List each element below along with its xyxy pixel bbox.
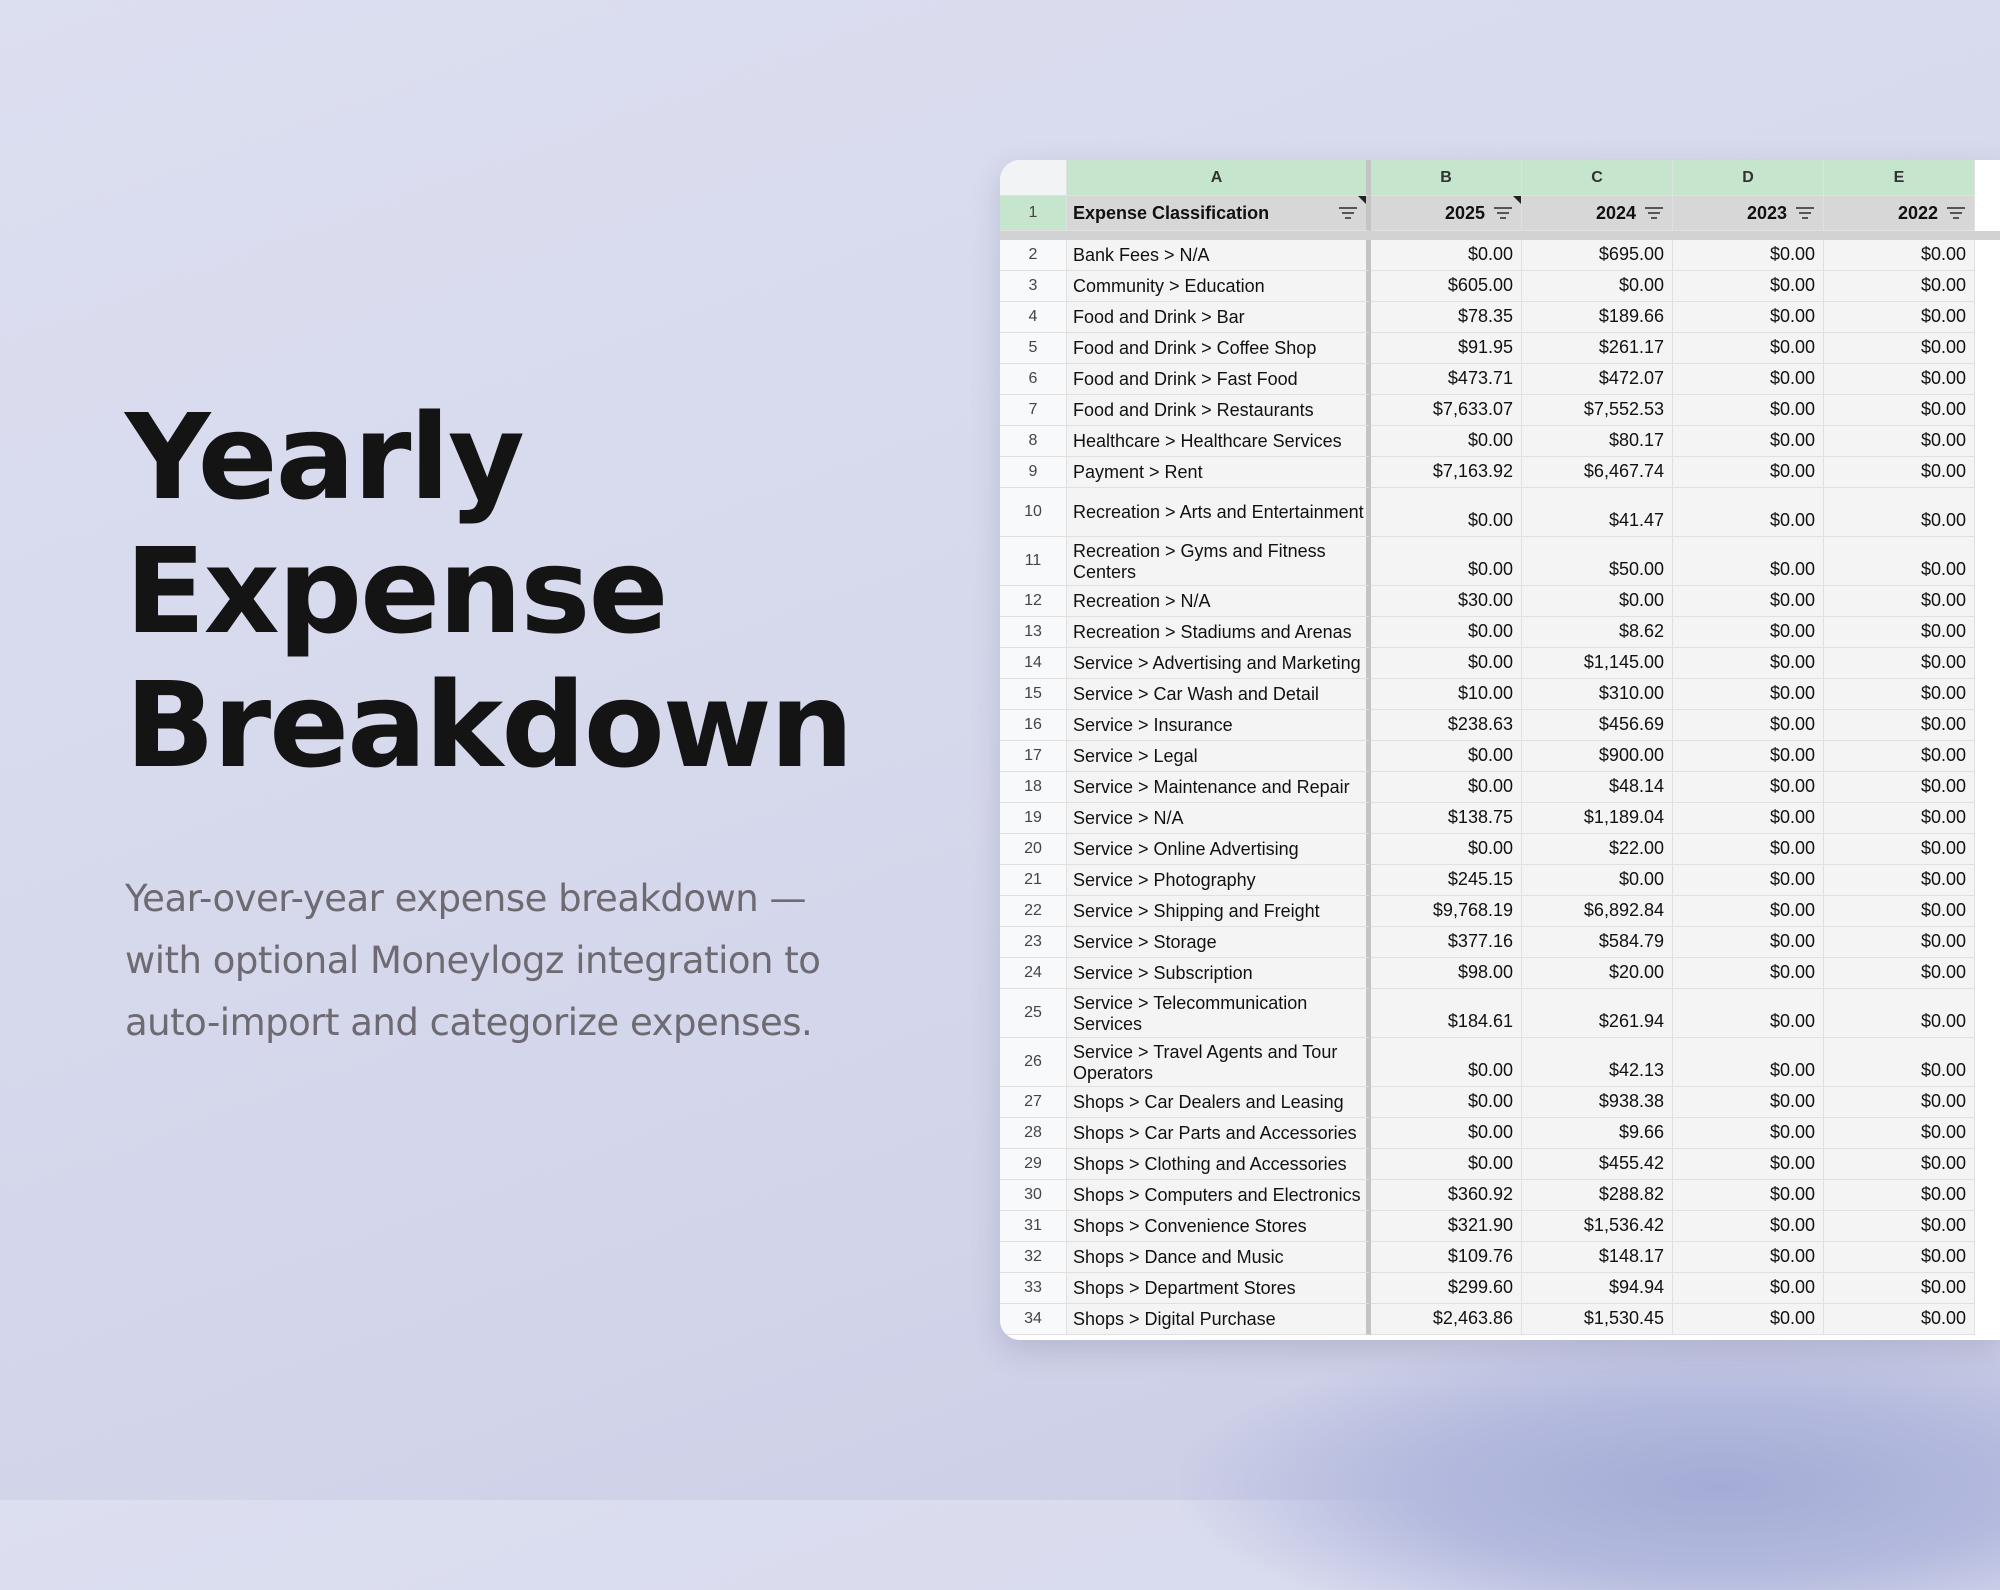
amount-cell[interactable]: $80.17	[1522, 426, 1673, 457]
amount-cell[interactable]: $0.00	[1673, 1180, 1824, 1211]
amount-cell[interactable]: $0.00	[1673, 395, 1824, 426]
table-row	[1000, 648, 2000, 679]
hero-section	[125, 390, 925, 1054]
amount-cell[interactable]: $472.07	[1522, 364, 1673, 395]
amount-cell[interactable]: $360.92	[1371, 1180, 1522, 1211]
table-row	[1000, 617, 2000, 648]
classification-cell[interactable]: Service > N/A	[1067, 803, 1371, 834]
amount-cell[interactable]: $0.00	[1371, 1038, 1522, 1087]
frozen-row-divider[interactable]	[1000, 231, 2000, 240]
classification-cell[interactable]: Service > Insurance	[1067, 710, 1371, 741]
amount-cell[interactable]: $938.38	[1522, 1087, 1673, 1118]
amount-cell[interactable]: $0.00	[1824, 1211, 1975, 1242]
classification-cell[interactable]: Service > Online Advertising	[1067, 834, 1371, 865]
row-number[interactable]: 22	[1000, 896, 1067, 927]
table-row	[1000, 865, 2000, 896]
amount-cell[interactable]: $0.00	[1673, 772, 1824, 803]
amount-cell[interactable]: $0.00	[1824, 1087, 1975, 1118]
header-cell-year[interactable]	[1673, 196, 1824, 231]
header-label: 2022	[1897, 202, 1938, 223]
amount-cell[interactable]: $0.00	[1673, 1038, 1824, 1087]
row-number[interactable]: 31	[1000, 1211, 1067, 1242]
amount-cell[interactable]: $148.17	[1522, 1242, 1673, 1273]
amount-cell[interactable]: $0.00	[1824, 834, 1975, 865]
amount-cell[interactable]: $695.00	[1522, 240, 1673, 271]
classification-cell[interactable]: Community > Education	[1067, 271, 1371, 302]
amount-cell[interactable]: $0.00	[1824, 896, 1975, 927]
header-cell-year[interactable]	[1824, 196, 1975, 231]
amount-cell[interactable]: $0.00	[1824, 1304, 1975, 1335]
filter-icon[interactable]	[1493, 206, 1513, 220]
amount-cell[interactable]: $0.00	[1824, 395, 1975, 426]
amount-cell[interactable]: $0.00	[1522, 865, 1673, 896]
amount-cell[interactable]: $9,768.19	[1371, 896, 1522, 927]
row-number[interactable]: 5	[1000, 333, 1067, 364]
amount-cell[interactable]: $30.00	[1371, 586, 1522, 617]
amount-cell[interactable]: $2,463.86	[1371, 1304, 1522, 1335]
classification-cell[interactable]: Shops > Car Parts and Accessories	[1067, 1118, 1371, 1149]
amount-cell[interactable]: $48.14	[1522, 772, 1673, 803]
classification-cell[interactable]: Shops > Digital Purchase	[1067, 1304, 1371, 1335]
amount-cell[interactable]: $1,189.04	[1522, 803, 1673, 834]
row-number[interactable]: 23	[1000, 927, 1067, 958]
amount-cell[interactable]: $138.75	[1371, 803, 1522, 834]
classification-cell[interactable]: Service > Subscription	[1067, 958, 1371, 989]
table-row	[1000, 710, 2000, 741]
classification-cell[interactable]: Recreation > N/A	[1067, 586, 1371, 617]
amount-cell[interactable]: $0.00	[1371, 648, 1522, 679]
table-row	[1000, 240, 2000, 271]
table-row	[1000, 834, 2000, 865]
amount-cell[interactable]: $0.00	[1824, 617, 1975, 648]
amount-cell[interactable]: $42.13	[1522, 1038, 1673, 1087]
column-header-b[interactable]: B	[1371, 160, 1522, 196]
amount-cell[interactable]: $8.62	[1522, 617, 1673, 648]
classification-cell[interactable]: Service > Travel Agents and Tour Operators	[1067, 1038, 1371, 1087]
classification-cell[interactable]: Service > Legal	[1067, 741, 1371, 772]
classification-cell[interactable]: Service > Shipping and Freight	[1067, 896, 1371, 927]
amount-cell[interactable]: $9.66	[1522, 1118, 1673, 1149]
amount-cell[interactable]: $0.00	[1673, 333, 1824, 364]
amount-cell[interactable]: $184.61	[1371, 989, 1522, 1038]
amount-cell[interactable]: $0.00	[1824, 1180, 1975, 1211]
amount-cell[interactable]: $584.79	[1522, 927, 1673, 958]
amount-cell[interactable]: $0.00	[1371, 537, 1522, 586]
amount-cell[interactable]: $0.00	[1824, 1038, 1975, 1087]
classification-cell[interactable]: Shops > Car Dealers and Leasing	[1067, 1087, 1371, 1118]
row-number[interactable]: 28	[1000, 1118, 1067, 1149]
filter-icon[interactable]	[1795, 206, 1815, 220]
amount-cell[interactable]: $377.16	[1371, 927, 1522, 958]
row-number[interactable]: 25	[1000, 989, 1067, 1038]
classification-cell[interactable]: Food and Drink > Restaurants	[1067, 395, 1371, 426]
classification-cell[interactable]: Recreation > Arts and Entertainment	[1067, 488, 1371, 537]
table-row	[1000, 537, 2000, 586]
amount-cell[interactable]: $20.00	[1522, 958, 1673, 989]
amount-cell[interactable]: $91.95	[1371, 333, 1522, 364]
amount-cell[interactable]: $0.00	[1824, 426, 1975, 457]
filter-icon[interactable]	[1644, 206, 1664, 220]
row-number[interactable]: 29	[1000, 1149, 1067, 1180]
title-line: Expense	[125, 522, 667, 660]
classification-cell[interactable]: Service > Car Wash and Detail	[1067, 679, 1371, 710]
table-row	[1000, 302, 2000, 333]
amount-cell[interactable]: $0.00	[1824, 679, 1975, 710]
amount-cell[interactable]: $0.00	[1371, 240, 1522, 271]
amount-cell[interactable]: $0.00	[1824, 364, 1975, 395]
row-number[interactable]: 7	[1000, 395, 1067, 426]
row-number[interactable]: 2	[1000, 240, 1067, 271]
column-header-d[interactable]: D	[1673, 160, 1824, 196]
amount-cell[interactable]: $0.00	[1673, 834, 1824, 865]
amount-cell[interactable]: $109.76	[1371, 1242, 1522, 1273]
amount-cell[interactable]: $50.00	[1522, 537, 1673, 586]
amount-cell[interactable]: $0.00	[1522, 271, 1673, 302]
amount-cell[interactable]: $0.00	[1824, 333, 1975, 364]
row-number[interactable]: 21	[1000, 865, 1067, 896]
row-number[interactable]: 11	[1000, 537, 1067, 586]
classification-cell[interactable]: Service > Telecommunication Services	[1067, 989, 1371, 1038]
table-row	[1000, 1087, 2000, 1118]
header-label: 2025	[1444, 202, 1485, 223]
classification-cell[interactable]: Shops > Clothing and Accessories	[1067, 1149, 1371, 1180]
amount-cell[interactable]: $0.00	[1673, 1118, 1824, 1149]
column-header-e[interactable]: E	[1824, 160, 1975, 196]
table-row	[1000, 1038, 2000, 1087]
table-row	[1000, 586, 2000, 617]
classification-cell[interactable]: Bank Fees > N/A	[1067, 240, 1371, 271]
table-row	[1000, 896, 2000, 927]
row-number[interactable]: 34	[1000, 1304, 1067, 1335]
row-number[interactable]: 30	[1000, 1180, 1067, 1211]
row-number[interactable]: 3	[1000, 271, 1067, 302]
row-number[interactable]: 8	[1000, 426, 1067, 457]
amount-cell[interactable]: $0.00	[1371, 1118, 1522, 1149]
row-number[interactable]: 20	[1000, 834, 1067, 865]
row-number[interactable]: 1	[1000, 196, 1067, 231]
row-number[interactable]: 10	[1000, 488, 1067, 537]
amount-cell[interactable]: $299.60	[1371, 1273, 1522, 1304]
filter-icon[interactable]	[1338, 206, 1358, 220]
row-number[interactable]: 18	[1000, 772, 1067, 803]
amount-cell[interactable]: $0.00	[1673, 488, 1824, 537]
amount-cell[interactable]: $1,145.00	[1522, 648, 1673, 679]
header-row	[1000, 196, 2000, 231]
amount-cell[interactable]: $0.00	[1673, 1149, 1824, 1180]
table-row	[1000, 1149, 2000, 1180]
classification-cell[interactable]: Payment > Rent	[1067, 457, 1371, 488]
amount-cell[interactable]: $1,536.42	[1522, 1211, 1673, 1242]
classification-cell[interactable]: Shops > Convenience Stores	[1067, 1211, 1371, 1242]
amount-cell[interactable]: $0.00	[1673, 1242, 1824, 1273]
amount-cell[interactable]: $0.00	[1673, 271, 1824, 302]
amount-cell[interactable]: $0.00	[1673, 648, 1824, 679]
table-row	[1000, 927, 2000, 958]
amount-cell[interactable]: $0.00	[1371, 1149, 1522, 1180]
amount-cell[interactable]: $0.00	[1371, 834, 1522, 865]
row-number[interactable]: 12	[1000, 586, 1067, 617]
table-row	[1000, 958, 2000, 989]
amount-cell[interactable]: $7,633.07	[1371, 395, 1522, 426]
table-row	[1000, 741, 2000, 772]
amount-cell[interactable]: $473.71	[1371, 364, 1522, 395]
amount-cell[interactable]: $0.00	[1673, 1273, 1824, 1304]
amount-cell[interactable]: $261.17	[1522, 333, 1673, 364]
amount-cell[interactable]: $0.00	[1673, 537, 1824, 586]
amount-cell[interactable]: $0.00	[1673, 586, 1824, 617]
filter-icon[interactable]	[1946, 206, 1966, 220]
table-row	[1000, 1180, 2000, 1211]
classification-cell[interactable]: Food and Drink > Fast Food	[1067, 364, 1371, 395]
table-row	[1000, 457, 2000, 488]
amount-cell[interactable]: $310.00	[1522, 679, 1673, 710]
amount-cell[interactable]: $456.69	[1522, 710, 1673, 741]
amount-cell[interactable]: $0.00	[1673, 710, 1824, 741]
classification-cell[interactable]: Shops > Department Stores	[1067, 1273, 1371, 1304]
amount-cell[interactable]: $0.00	[1673, 679, 1824, 710]
classification-cell[interactable]: Service > Photography	[1067, 865, 1371, 896]
amount-cell[interactable]: $0.00	[1824, 927, 1975, 958]
amount-cell[interactable]: $0.00	[1824, 240, 1975, 271]
row-number[interactable]: 13	[1000, 617, 1067, 648]
amount-cell[interactable]: $0.00	[1824, 302, 1975, 333]
amount-cell[interactable]: $98.00	[1371, 958, 1522, 989]
table-row	[1000, 488, 2000, 537]
amount-cell[interactable]: $0.00	[1824, 989, 1975, 1038]
row-number[interactable]: 19	[1000, 803, 1067, 834]
column-header-row	[1000, 160, 2000, 196]
amount-cell[interactable]: $189.66	[1522, 302, 1673, 333]
header-label: Expense Classification	[1073, 202, 1270, 223]
classification-cell[interactable]: Healthcare > Healthcare Services	[1067, 426, 1371, 457]
classification-cell[interactable]: Recreation > Gyms and Fitness Centers	[1067, 537, 1371, 586]
amount-cell[interactable]: $0.00	[1824, 1242, 1975, 1273]
row-number[interactable]: 27	[1000, 1087, 1067, 1118]
amount-cell[interactable]: $0.00	[1824, 803, 1975, 834]
amount-cell[interactable]: $245.15	[1371, 865, 1522, 896]
classification-cell[interactable]: Service > Storage	[1067, 927, 1371, 958]
row-number[interactable]: 24	[1000, 958, 1067, 989]
table-row	[1000, 772, 2000, 803]
amount-cell[interactable]: $6,467.74	[1522, 457, 1673, 488]
amount-cell[interactable]: $0.00	[1824, 1149, 1975, 1180]
classification-cell[interactable]: Recreation > Stadiums and Arenas	[1067, 617, 1371, 648]
table-row	[1000, 803, 2000, 834]
classification-cell[interactable]: Service > Maintenance and Repair	[1067, 772, 1371, 803]
amount-cell[interactable]: $261.94	[1522, 989, 1673, 1038]
header-cell-classification[interactable]	[1067, 196, 1371, 231]
amount-cell[interactable]: $0.00	[1371, 741, 1522, 772]
row-number[interactable]: 6	[1000, 364, 1067, 395]
amount-cell[interactable]: $0.00	[1673, 865, 1824, 896]
amount-cell[interactable]: $7,163.92	[1371, 457, 1522, 488]
amount-cell[interactable]: $455.42	[1522, 1149, 1673, 1180]
amount-cell[interactable]: $0.00	[1673, 426, 1824, 457]
amount-cell[interactable]: $0.00	[1673, 457, 1824, 488]
page-description: Year-over-year expense breakdown — with optional Moneylogz integration to auto-import and categorize expenses.	[125, 877, 821, 1044]
row-number[interactable]: 4	[1000, 302, 1067, 333]
title-line: Yearly	[125, 388, 523, 526]
amount-cell[interactable]: $321.90	[1371, 1211, 1522, 1242]
amount-cell[interactable]: $0.00	[1824, 271, 1975, 302]
classification-cell[interactable]: Service > Advertising and Marketing	[1067, 648, 1371, 679]
table-row	[1000, 1118, 2000, 1149]
table-row	[1000, 395, 2000, 426]
amount-cell[interactable]: $22.00	[1522, 834, 1673, 865]
header-cell-year[interactable]	[1522, 196, 1673, 231]
header-label: 2024	[1595, 202, 1636, 223]
amount-cell[interactable]: $0.00	[1824, 958, 1975, 989]
amount-cell[interactable]: $41.47	[1522, 488, 1673, 537]
amount-cell[interactable]: $0.00	[1824, 648, 1975, 679]
amount-cell[interactable]: $0.00	[1673, 1304, 1824, 1335]
amount-cell[interactable]: $0.00	[1824, 488, 1975, 537]
amount-cell[interactable]: $238.63	[1371, 710, 1522, 741]
amount-cell[interactable]: $0.00	[1673, 302, 1824, 333]
row-number[interactable]: 14	[1000, 648, 1067, 679]
amount-cell[interactable]: $0.00	[1673, 617, 1824, 648]
table-row	[1000, 679, 2000, 710]
amount-cell[interactable]: $0.00	[1673, 896, 1824, 927]
amount-cell[interactable]: $0.00	[1673, 958, 1824, 989]
amount-cell[interactable]: $0.00	[1824, 537, 1975, 586]
row-number[interactable]: 26	[1000, 1038, 1067, 1087]
amount-cell[interactable]: $10.00	[1371, 679, 1522, 710]
amount-cell[interactable]: $0.00	[1824, 1118, 1975, 1149]
amount-cell[interactable]: $0.00	[1824, 586, 1975, 617]
amount-cell[interactable]: $0.00	[1371, 772, 1522, 803]
table-body	[1000, 240, 2000, 1335]
amount-cell[interactable]: $0.00	[1673, 240, 1824, 271]
column-header-a[interactable]: A	[1067, 160, 1371, 196]
amount-cell[interactable]: $0.00	[1673, 741, 1824, 772]
amount-cell[interactable]: $0.00	[1673, 927, 1824, 958]
amount-cell[interactable]: $0.00	[1673, 803, 1824, 834]
table-row	[1000, 989, 2000, 1038]
row-number[interactable]: 32	[1000, 1242, 1067, 1273]
amount-cell[interactable]: $6,892.84	[1522, 896, 1673, 927]
amount-cell[interactable]: $1,530.45	[1522, 1304, 1673, 1335]
row-number[interactable]: 15	[1000, 679, 1067, 710]
amount-cell[interactable]: $0.00	[1824, 741, 1975, 772]
page-title	[125, 390, 925, 792]
table-row	[1000, 1273, 2000, 1304]
amount-cell[interactable]: $0.00	[1673, 989, 1824, 1038]
row-number[interactable]: 16	[1000, 710, 1067, 741]
amount-cell[interactable]: $0.00	[1824, 457, 1975, 488]
amount-cell[interactable]: $0.00	[1824, 1273, 1975, 1304]
amount-cell[interactable]: $7,552.53	[1522, 395, 1673, 426]
classification-cell[interactable]: Shops > Dance and Music	[1067, 1242, 1371, 1273]
header-label: 2023	[1746, 202, 1787, 223]
background-blob	[1180, 1330, 2000, 1590]
amount-cell[interactable]: $900.00	[1522, 741, 1673, 772]
table-row	[1000, 426, 2000, 457]
amount-cell[interactable]: $0.00	[1673, 1211, 1824, 1242]
amount-cell[interactable]: $288.82	[1522, 1180, 1673, 1211]
classification-cell[interactable]: Food and Drink > Bar	[1067, 302, 1371, 333]
row-number[interactable]: 33	[1000, 1273, 1067, 1304]
amount-cell[interactable]: $78.35	[1371, 302, 1522, 333]
table-row	[1000, 1304, 2000, 1335]
amount-cell[interactable]: $0.00	[1673, 364, 1824, 395]
header-cell-year[interactable]	[1371, 196, 1522, 231]
spreadsheet	[1000, 160, 2000, 1340]
table-row	[1000, 1211, 2000, 1242]
amount-cell[interactable]: $0.00	[1824, 710, 1975, 741]
amount-cell[interactable]: $0.00	[1371, 617, 1522, 648]
classification-cell[interactable]: Food and Drink > Coffee Shop	[1067, 333, 1371, 364]
row-number[interactable]: 9	[1000, 457, 1067, 488]
amount-cell[interactable]: $0.00	[1824, 865, 1975, 896]
select-all-corner[interactable]	[1000, 160, 1067, 196]
classification-cell[interactable]: Shops > Computers and Electronics	[1067, 1180, 1371, 1211]
amount-cell[interactable]: $605.00	[1371, 271, 1522, 302]
amount-cell[interactable]: $94.94	[1522, 1273, 1673, 1304]
amount-cell[interactable]: $0.00	[1522, 586, 1673, 617]
amount-cell[interactable]: $0.00	[1371, 426, 1522, 457]
row-number[interactable]: 17	[1000, 741, 1067, 772]
amount-cell[interactable]: $0.00	[1824, 772, 1975, 803]
title-line: Breakdown	[125, 656, 852, 794]
amount-cell[interactable]: $0.00	[1673, 1087, 1824, 1118]
table-row	[1000, 271, 2000, 302]
column-header-c[interactable]: C	[1522, 160, 1673, 196]
amount-cell[interactable]: $0.00	[1371, 1087, 1522, 1118]
table-row	[1000, 1242, 2000, 1273]
table-row	[1000, 364, 2000, 395]
amount-cell[interactable]: $0.00	[1371, 488, 1522, 537]
table-row	[1000, 333, 2000, 364]
